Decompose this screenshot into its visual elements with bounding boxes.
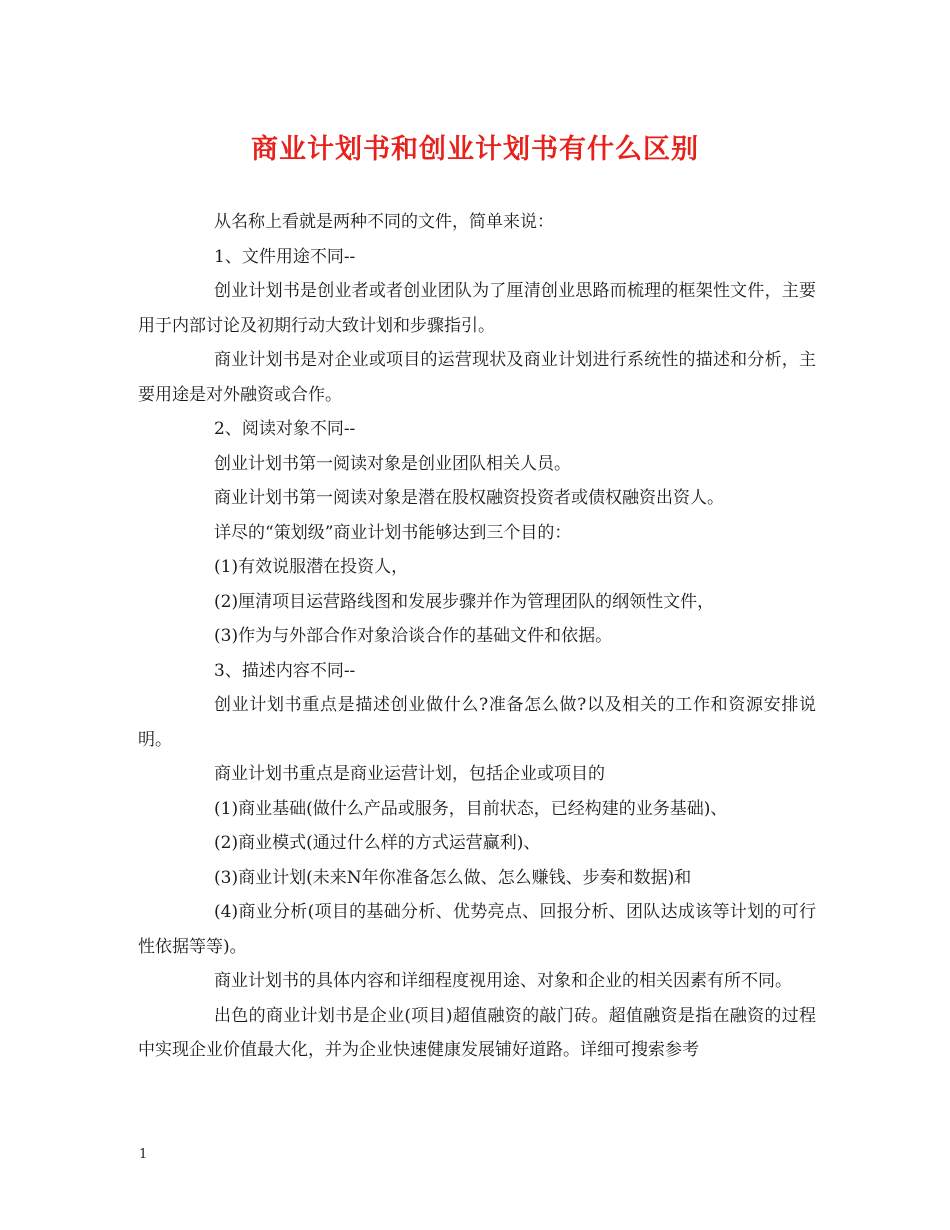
section-heading-usage: 1、文件用途不同-- — [214, 246, 356, 267]
page-number: 1 — [139, 1147, 148, 1162]
list-item: (3)商业计划(未来N年你准备怎么做、怎么赚钱、步奏和数据)和 — [214, 867, 692, 888]
paragraph: 创业计划书是创业者或者创业团队为了厘清创业思路而梳理的框架性文件，主要用于内部讨论及初期行动大致计划和步骤指引。 — [138, 281, 816, 336]
list-item: (1)商业基础(做什么产品或服务，目前状态，已经构建的业务基础)、 — [214, 798, 728, 819]
document-body — [138, 205, 816, 1068]
section-heading-readers: 2、阅读对象不同-- — [214, 419, 356, 439]
paragraph: 从名称上看就是两种不同的文件，简单来说： — [214, 212, 554, 232]
paragraph: 详尽的“策划级”商业计划书能够达到三个目的： — [214, 522, 572, 543]
paragraph: 商业计划书重点是商业运营计划，包括企业或项目的 — [214, 764, 605, 784]
list-item: (3)作为与外部合作对象洽谈合作的基础文件和依据。 — [214, 626, 613, 646]
list-item: (4)商业分析(项目的基础分析、优势亮点、回报分析、团队达成该等计划的可行性依据等等)。 — [138, 902, 816, 957]
paragraph: 商业计划书的具体内容和详细程度视用途、对象和企业的相关因素有所不同。 — [214, 971, 792, 991]
paragraph: 出色的商业计划书是企业(项目)超值融资的敲门砖。超值融资是指在融资的过程中实现企业价值最大化，并为企业快速健康发展铺好道路。详细可搜索参考 — [138, 1005, 816, 1060]
section-heading-content: 3、描述内容不同-- — [214, 660, 356, 681]
list-item: (1)有效说服潜在投资人， — [214, 557, 409, 577]
paragraph: 创业计划书重点是描述创业做什么?准备怎么做?以及相关的工作和资源安排说明。 — [138, 695, 816, 750]
paragraph: 商业计划书第一阅读对象是潜在股权融资投资者或债权融资出资人。 — [214, 488, 724, 508]
paragraph: 创业计划书第一阅读对象是创业团队相关人员。 — [214, 453, 571, 474]
list-item: (2)厘清项目运营路线图和发展步骤并作为管理团队的纲领性文件， — [214, 591, 715, 612]
list-item: (2)商业模式(通过什么样的方式运营赢利)、 — [214, 833, 541, 853]
paragraph: 商业计划书是对企业或项目的运营现状及商业计划进行系统性的描述和分析，主要用途是对外融资或合作。 — [138, 350, 816, 405]
document-title: 商业计划书和创业计划书有什么区别 — [251, 134, 699, 165]
